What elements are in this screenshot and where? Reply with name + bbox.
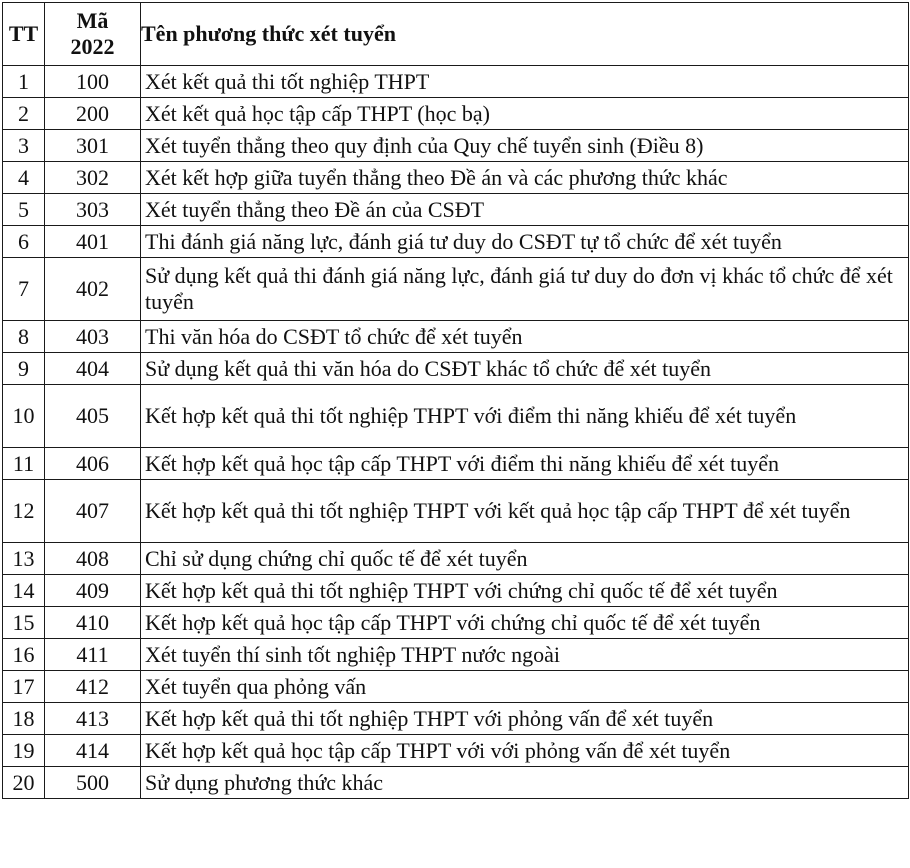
row-code-cell: 500 — [45, 767, 141, 799]
table-row — [3, 194, 909, 226]
table-row — [3, 258, 909, 321]
row-method-name-cell: Kết hợp kết quả thi tốt nghiệp THPT với chứng chỉ quốc tế để xét tuyển — [141, 575, 909, 607]
row-tt-cell: 20 — [3, 767, 45, 799]
row-code-cell: 405 — [45, 385, 141, 448]
table-row — [3, 607, 909, 639]
row-code-cell: 302 — [45, 162, 141, 194]
row-method-name-cell: Xét kết quả học tập cấp THPT (học bạ) — [141, 98, 909, 130]
row-method-name-cell: Chỉ sử dụng chứng chỉ quốc tế để xét tuyển — [141, 543, 909, 575]
table-row — [3, 639, 909, 671]
row-tt-cell: 4 — [3, 162, 45, 194]
row-tt-cell: 6 — [3, 226, 45, 258]
table-header — [3, 3, 909, 66]
row-tt-cell: 2 — [3, 98, 45, 130]
table-row — [3, 321, 909, 353]
row-method-name-cell: Xét tuyển thẳng theo Đề án của CSĐT — [141, 194, 909, 226]
header-code-line1: Mã — [76, 8, 109, 33]
table-body — [3, 66, 909, 799]
table-row — [3, 480, 909, 543]
row-code-cell: 301 — [45, 130, 141, 162]
row-code-cell: 412 — [45, 671, 141, 703]
row-tt-cell: 1 — [3, 66, 45, 98]
row-tt-cell: 15 — [3, 607, 45, 639]
row-tt-cell: 9 — [3, 353, 45, 385]
admission-methods-table — [2, 2, 909, 799]
row-method-name-cell: Kết hợp kết quả thi tốt nghiệp THPT với kết quả học tập cấp THPT để xét tuyển — [141, 480, 909, 543]
row-tt-cell: 13 — [3, 543, 45, 575]
table-row — [3, 703, 909, 735]
row-method-name-cell: Sử dụng phương thức khác — [141, 767, 909, 799]
row-tt-cell: 3 — [3, 130, 45, 162]
table-row — [3, 448, 909, 480]
row-code-cell: 303 — [45, 194, 141, 226]
row-method-name-cell: Sử dụng kết quả thi đánh giá năng lực, đánh giá tư duy do đơn vị khác tổ chức để xét tuyển — [141, 258, 909, 321]
row-tt-cell: 5 — [3, 194, 45, 226]
row-code-cell: 408 — [45, 543, 141, 575]
table-row — [3, 130, 909, 162]
header-code — [45, 3, 141, 66]
row-tt-cell: 18 — [3, 703, 45, 735]
row-tt-cell: 14 — [3, 575, 45, 607]
row-tt-cell: 19 — [3, 735, 45, 767]
table-row — [3, 543, 909, 575]
row-code-cell: 402 — [45, 258, 141, 321]
row-method-name-cell: Kết hợp kết quả học tập cấp THPT với với phỏng vấn để xét tuyển — [141, 735, 909, 767]
row-method-name-cell: Kết hợp kết quả thi tốt nghiệp THPT với điểm thi năng khiếu để xét tuyển — [141, 385, 909, 448]
row-method-name-cell: Xét kết quả thi tốt nghiệp THPT — [141, 66, 909, 98]
row-tt-cell: 7 — [3, 258, 45, 321]
row-method-name-cell: Sử dụng kết quả thi văn hóa do CSĐT khác tổ chức để xét tuyển — [141, 353, 909, 385]
row-method-name-cell: Xét tuyển thẳng theo quy định của Quy chế tuyển sinh (Điều 8) — [141, 130, 909, 162]
row-code-cell: 200 — [45, 98, 141, 130]
table-row — [3, 385, 909, 448]
header-tt: TT — [3, 3, 45, 66]
row-tt-cell: 8 — [3, 321, 45, 353]
row-code-cell: 404 — [45, 353, 141, 385]
table-row — [3, 767, 909, 799]
row-code-cell: 407 — [45, 480, 141, 543]
table-row — [3, 162, 909, 194]
table-row — [3, 66, 909, 98]
row-method-name-cell: Xét kết hợp giữa tuyển thẳng theo Đề án và các phương thức khác — [141, 162, 909, 194]
row-tt-cell: 17 — [3, 671, 45, 703]
table-row — [3, 353, 909, 385]
row-code-cell: 413 — [45, 703, 141, 735]
row-code-cell: 414 — [45, 735, 141, 767]
row-method-name-cell: Kết hợp kết quả thi tốt nghiệp THPT với phỏng vấn để xét tuyển — [141, 703, 909, 735]
row-code-cell: 100 — [45, 66, 141, 98]
row-code-cell: 406 — [45, 448, 141, 480]
header-method-name: Tên phương thức xét tuyển — [141, 3, 909, 66]
row-code-cell: 409 — [45, 575, 141, 607]
row-tt-cell: 12 — [3, 480, 45, 543]
row-code-cell: 401 — [45, 226, 141, 258]
row-method-name-cell: Thi đánh giá năng lực, đánh giá tư duy do CSĐT tự tổ chức để xét tuyển — [141, 226, 909, 258]
table-row — [3, 671, 909, 703]
row-method-name-cell: Kết hợp kết quả học tập cấp THPT với chứng chỉ quốc tế để xét tuyển — [141, 607, 909, 639]
row-tt-cell: 10 — [3, 385, 45, 448]
row-method-name-cell: Xét tuyển thí sinh tốt nghiệp THPT nước ngoài — [141, 639, 909, 671]
table-row — [3, 575, 909, 607]
row-code-cell: 411 — [45, 639, 141, 671]
row-method-name-cell: Thi văn hóa do CSĐT tổ chức để xét tuyển — [141, 321, 909, 353]
row-code-cell: 410 — [45, 607, 141, 639]
header-code-line2: 2022 — [70, 34, 115, 59]
row-tt-cell: 16 — [3, 639, 45, 671]
row-code-cell: 403 — [45, 321, 141, 353]
row-method-name-cell: Kết hợp kết quả học tập cấp THPT với điểm thi năng khiếu để xét tuyển — [141, 448, 909, 480]
row-method-name-cell: Xét tuyển qua phỏng vấn — [141, 671, 909, 703]
row-tt-cell: 11 — [3, 448, 45, 480]
table-row — [3, 226, 909, 258]
table-row — [3, 735, 909, 767]
header-row — [3, 3, 909, 66]
table-row — [3, 98, 909, 130]
